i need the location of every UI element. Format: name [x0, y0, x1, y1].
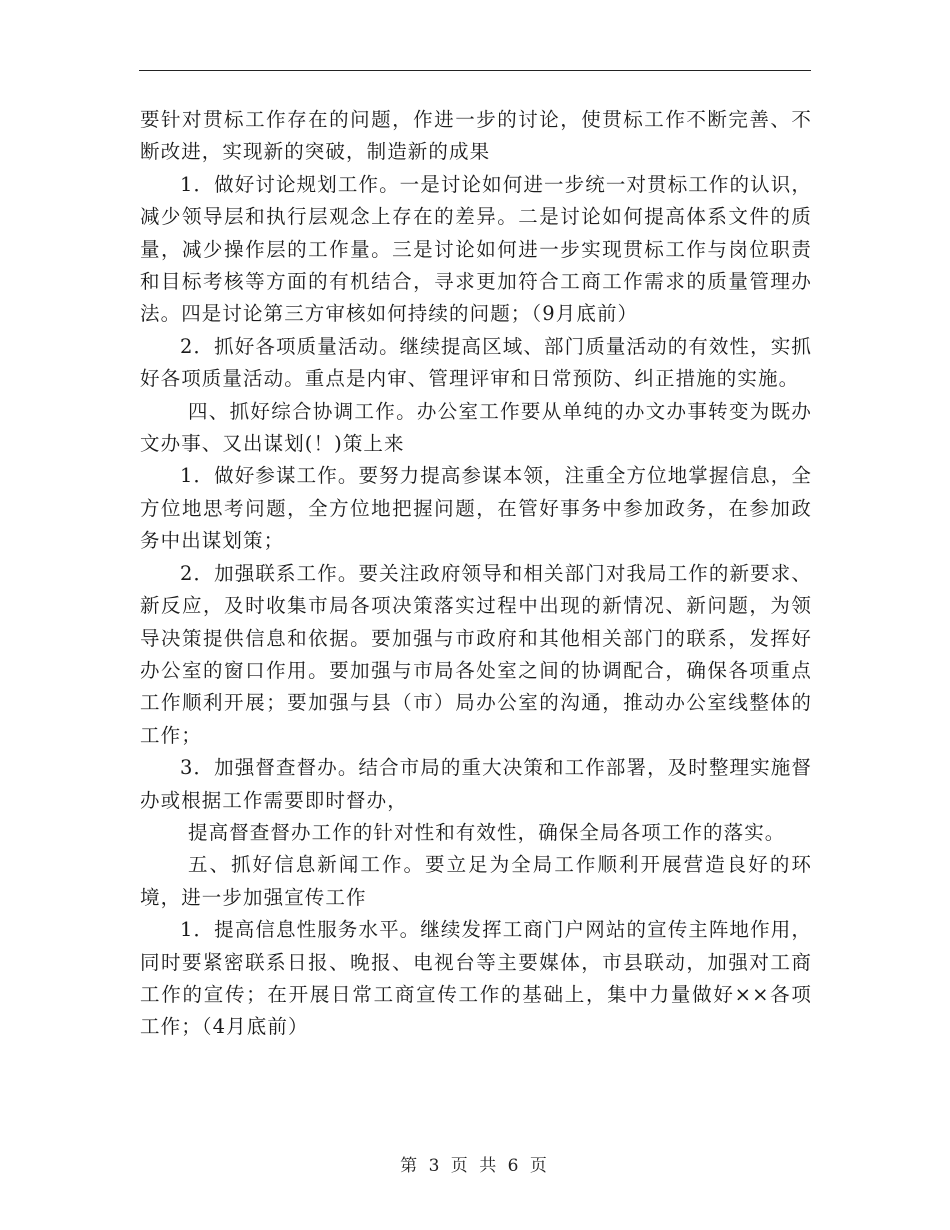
section-heading-news: 五、抓好信息新闻工作。要立足为全局工作顺利开展营造良好的环境，进一步加强宣传工作	[140, 853, 812, 909]
section-heading-coordination: 四、抓好综合协调工作。办公室工作要从单纯的办文办事转变为既办文办事、又出谋划(！)策上来	[140, 399, 812, 456]
header-rule	[139, 70, 811, 71]
paragraph-item-supervision: 3．加强督查督办。结合市局的重大决策和工作部署，及时整理实施督办或根据工作需要即时督办，	[140, 756, 812, 812]
paragraph-item-liaison: 2．加强联系工作。要关注政府领导和相关部门对我局工作的新要求、新反应，及时收集市局各项决策落实过程中出现的新情况、新问题，为领导决策提供信息和依据。要加强与市政府和其他相关部门的联系，发挥好办公室的窗口作用。要加强与市局各处室之间的协调配合，确保各项重点工作顺利开展；要加强与县（市）局办公室的沟通，推动办公室线整体的工作；	[140, 561, 812, 747]
paragraph-item-planning: 1．做好讨论规划工作。一是讨论如何进一步统一对贯标工作的认识，减少领导层和执行层观念上存在的差异。二是讨论如何提高体系文件的质量，减少操作层的工作量。三是讨论如何进一步实现贯标工作与岗位职责和目标考核等方面的有机结合，寻求更加符合工商工作需求的质量管理办法。四是讨论第三方审核如何持续的问题；（9月底前）	[140, 172, 812, 326]
paragraph-intro: 要针对贯标工作存在的问题，作进一步的讨论，使贯标工作不断完善、不断改进，实现新的突破，制造新的成果	[140, 108, 812, 164]
paragraph-item-information: 1．提高信息性服务水平。继续发挥工商门户网站的宣传主阵地作用，同时要紧密联系日报、晚报、电视台等主要媒体，市县联动，加强对工商工作的宣传；在开展日常工商宣传工作的基础上，集中力量做好××各项工作；（4月底前）	[140, 918, 812, 1039]
page-number-footer: 第 3 页 共 6 页	[400, 1156, 550, 1176]
paragraph-supervision-continued: 提高督查督办工作的针对性和有效性，确保全局各项工作的落实。	[188, 820, 786, 844]
document-body	[140, 104, 812, 1044]
paragraph-item-advisory: 1．做好参谋工作。要努力提高参谋本领，注重全方位地掌握信息，全方位地思考问题，全方位地把握问题，在管好事务中参加政务，在参加政务中出谋划策；	[140, 464, 812, 553]
paragraph-item-quality: 2．抓好各项质量活动。继续提高区域、部门质量活动的有效性，实抓好各项质量活动。重点是内审、管理评审和日常预防、纠正措施的实施。	[140, 334, 812, 391]
